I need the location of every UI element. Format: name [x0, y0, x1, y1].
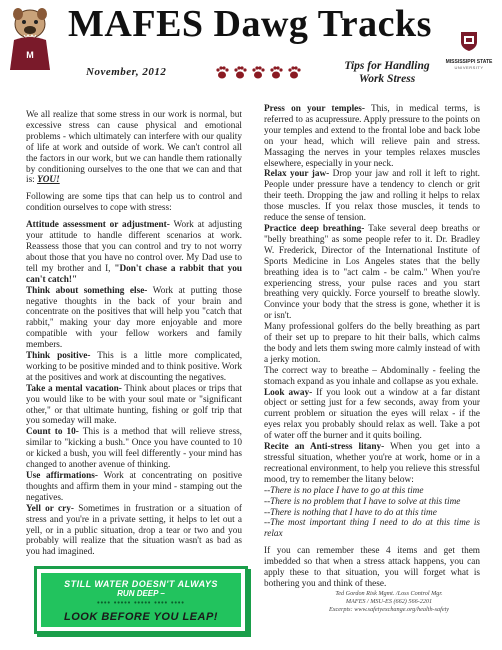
tip-heading: Press on your temples- — [264, 104, 365, 114]
bulldog-mascot-icon — [6, 4, 54, 74]
logo-sub: UNIVERSITY — [454, 65, 484, 70]
tip-paragraph — [26, 351, 242, 384]
issue-topic — [322, 60, 452, 86]
tip-paragraph — [264, 104, 480, 169]
tip-heading: Practice deep breathing- — [264, 223, 365, 234]
banner-panel — [41, 573, 241, 627]
tip-paragraph — [264, 224, 480, 322]
tip-heading: Recite an Anti-stress litany- — [264, 442, 385, 453]
footer-line-1: Ted Gordon Risk Mgmt. /Loss Control Mgr. — [335, 590, 443, 597]
issue-date: November, 2012 — [86, 66, 167, 78]
tip-body: Think about places or trips that you would like to be with your soul mate or "significant other," or that ultimate hunting, fishing or golf trip that you someday will make. — [26, 383, 242, 427]
tip-heading: Look away- — [264, 387, 313, 398]
tip-body: Sometimes in frustration or a situation of stress and you're in a private setting, it helps to let out a yell, or in a public situation, drop a tear or two and you probably will realize that the situation wasn't as bad as you had imagined. — [26, 503, 242, 558]
topic-line-2: Work Stress — [358, 73, 416, 85]
university-shield-icon — [459, 30, 479, 52]
litany-line: --There is no place I have to go at this time — [264, 485, 424, 496]
tip-body: The correct way to breathe – Abdominally - feeling the stomach expand as you inhale and collapse as you exhale. — [264, 365, 480, 387]
footer-line-3: Excerpts: www.safetyexchange.org/health-safety — [328, 606, 450, 613]
paw-prints-icon — [212, 64, 316, 80]
tip-paragraph — [264, 322, 480, 366]
banner-line-1: STILL WATER DOESN'T ALWAYS — [64, 579, 218, 589]
intro-you: YOU! — [37, 175, 60, 186]
tip-paragraph — [264, 366, 480, 388]
tip-paragraph — [264, 169, 480, 224]
banner-dots: •••• ••••• ••••• •••• •••• — [97, 600, 185, 607]
tip-body: If you look out a window at a far distant object or setting just for a few seconds, away from your current problem or situation the eyes will relax - if the eyes relax you probably should relax as well. Take a pot of water off the burner and it quits boiling. — [264, 387, 480, 442]
tip-body: Work at putting those negative thoughts in the back of your brain and concentrate on the positives that will help you "catch that rabbit," making your day more enjoyable and more compatible with your fellow workers and family members. — [26, 285, 242, 351]
litany-line: --There is no problem that I have to solve at this time — [264, 496, 461, 507]
lead-paragraph: Following are some tips that can help us to control and condition ourselves to cope with stress: — [26, 192, 242, 214]
newsletter-title: MAFES Dawg Tracks — [68, 3, 432, 45]
tip-quote: "Don't chase a rabbit that you can't catch!" — [26, 263, 242, 285]
tip-heading: Count to 10- — [26, 427, 79, 438]
tip-body: Many professional golfers do the belly breathing as part of their set up to prepare to hit their balls, which calms the body and lets them swing more calmly instead of with a jerky motion. — [264, 322, 480, 365]
tip-heading: Use affirmations- — [26, 471, 98, 481]
tip-body: Work at concentrating on positive thoughts and affirm them in your mind - stamping out the negatives. — [26, 471, 242, 503]
right-column — [264, 104, 480, 590]
tip-heading: Think positive- — [26, 351, 91, 362]
left-column — [26, 110, 242, 558]
tip-body: This is a little more complicated, working to be positive minded and to think positive. Work at the positives and work at discounting the negatives. — [26, 351, 243, 383]
closing-paragraph: If you can remember these 4 items and get them imbedded so that when a stress attack happens, you can apply these to that situation, you will forget what is bothering you and think of these. — [264, 546, 480, 589]
tip-body: This, in medical terms, is referred to as acupressure. Apply pressure to the points on your temples and extend to the frontal lobe and back lobe on your head, which will relieve pain and stress. Massaging the nerves in your temples relaxes muscles elsewhere, especially in your neck. — [264, 104, 480, 169]
tip-paragraph — [26, 427, 242, 471]
tip-paragraph — [26, 286, 242, 351]
tip-heading: Yell or cry- — [26, 503, 74, 514]
footer-line-2: MAFES / MSU-ES (662) 566-2201 — [345, 598, 433, 605]
svg-text:M: M — [26, 50, 34, 60]
safety-slogan-banner — [34, 566, 248, 634]
tip-body: Work at adjusting your attitude to handle different scenarios at work. Reassess those that you can control and try to not worry about those that you have no control over. My Dad use to tell my brother and I, — [26, 220, 242, 274]
tip-paragraph — [26, 504, 242, 559]
author-footer — [296, 590, 482, 614]
banner-line-3: LOOK BEFORE YOU LEAP! — [64, 611, 218, 623]
tip-heading: Relax your jaw- — [264, 169, 330, 180]
tip-paragraph — [26, 384, 242, 428]
logo-name: MISSISSIPPI STATE — [445, 59, 493, 65]
tip-heading: Think about something else- — [26, 285, 148, 296]
tip-body: Drop your jaw and roll it left to right. People under pressure have a tendency to clench or grit their teeth. Dropping the jaw and rolling it helps to relax those muscles. If you relax those muscles, it tends to reduce the sense of tension. — [264, 169, 480, 224]
tip-body: Take several deep breaths or "belly breathing" as some people refer to it. Dr. Bradley W. Frederick, Director of the International Institute of Sports Medicine in Los Angeles states that the belly breathing idea is to "act calm - be calm." When you're experiencing stress, your pulse races and you start breathing very quickly. Force yourself to breathe slowly. Convince your body that the stress is gone, whether it is or isn't. — [264, 223, 480, 322]
litany-line: --There is nothing that I have to do at this time — [264, 507, 437, 518]
banner-line-2: RUN DEEP – — [117, 589, 165, 598]
intro-text: We all realize that some stress in our work is normal, but excessive stress can cause physical and emotional problems - which ultimately can interfere with our quality of life at work and outside of work. We can't control all the factors in our work, but we can handle them rationally by conditioning ourselves to the one that we can and that is: — [26, 110, 242, 186]
tip-paragraph — [26, 471, 242, 504]
tip-body: This is a method that will relieve stress, similar to "kicking a bush." Once you have counted to 10 or kicked a bush, you will feel differently - your mind has changed to another avenue of thinking. — [26, 427, 242, 471]
intro-paragraph — [26, 110, 242, 186]
tip-body: When you get into a stressful situation, whether you're at work, home or in a recreational environment, to help you relieve this stressful mood, try to remember the litany below: — [264, 442, 480, 485]
tip-paragraph — [26, 220, 242, 285]
tip-paragraph — [264, 388, 480, 443]
litany-line: --The most important thing I need to do at this time is relax — [264, 518, 480, 540]
tip-paragraph — [264, 442, 480, 486]
tip-heading: Attitude assessment or adjustment- — [26, 220, 170, 231]
topic-line-1: Tips for Handling — [344, 60, 430, 72]
tip-heading: Take a mental vacation- — [26, 383, 122, 394]
